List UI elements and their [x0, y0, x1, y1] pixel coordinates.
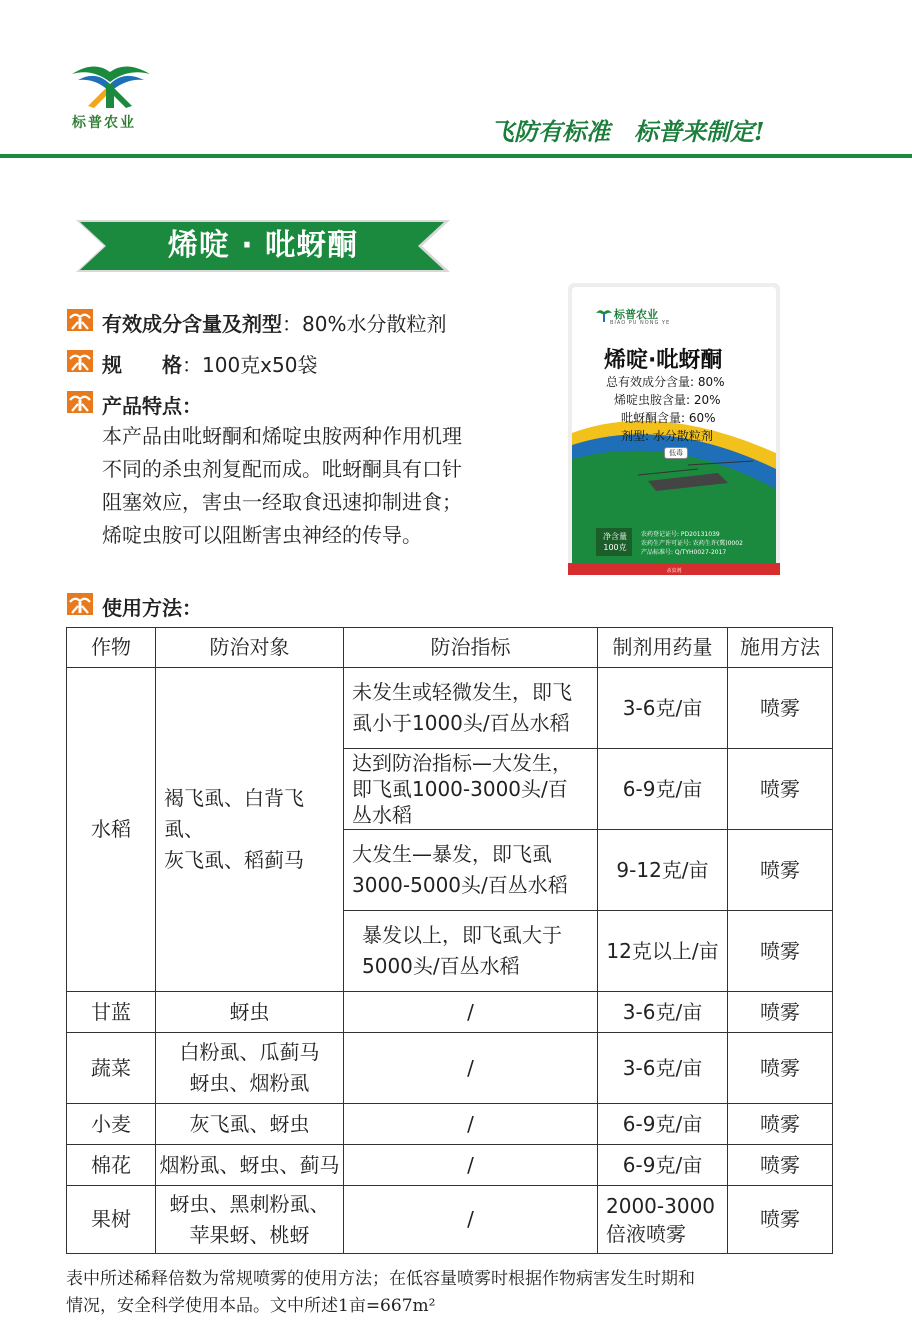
table-row	[67, 1186, 833, 1254]
features-line: 烯啶虫胺可以阻断害虫神经的传导。	[102, 523, 422, 547]
target-cell: 褐飞虱、白背飞虱、 灰飞虱、稻蓟马	[156, 668, 344, 992]
features-line: 本产品由吡蚜酮和烯啶虫胺两种作用机理	[102, 424, 462, 448]
header-index: 防治指标	[344, 628, 598, 668]
bag-toxicity-badge: 低毒	[664, 447, 688, 459]
crop-cell: 棉花	[67, 1145, 156, 1186]
crop-cell: 果树	[67, 1186, 156, 1254]
content-value: ：80%水分散粒剂	[282, 312, 447, 336]
method-cell: 喷雾	[728, 911, 833, 992]
method-cell: 喷雾	[728, 668, 833, 749]
target-cell: 烟粉虱、蚜虫、蓟马	[156, 1145, 344, 1186]
slogan-part-2: 标普来制定!	[634, 117, 765, 146]
bullet-icon	[67, 350, 93, 372]
index-cell: /	[344, 1033, 598, 1104]
bag-net-label: 净含量	[603, 532, 627, 541]
header-dosage: 制剂用药量	[598, 628, 728, 668]
method-cell: 喷雾	[728, 1104, 833, 1145]
crop-cell: 小麦	[67, 1104, 156, 1145]
dosage-cell: 3-6克/亩	[598, 668, 728, 749]
method-cell: 喷雾	[728, 1145, 833, 1186]
bag-spec: 剂型: 水分散粒剂	[621, 429, 713, 443]
index-cell: /	[344, 1145, 598, 1186]
index-cell: /	[344, 1186, 598, 1254]
header-divider	[0, 154, 912, 158]
dosage-cell: 12克以上/亩	[598, 911, 728, 992]
bullet-icon	[67, 309, 93, 331]
footnote	[66, 1266, 846, 1320]
target-cell: 蚜虫	[156, 992, 344, 1033]
bag-spec: 吡蚜酮含量: 60%	[621, 411, 716, 425]
table-row	[67, 1104, 833, 1145]
crop-cell: 水稻	[67, 668, 156, 992]
spec-label: 规 格	[102, 353, 182, 377]
target-cell: 白粉虱、瓜蓟马 蚜虫、烟粉虱	[156, 1033, 344, 1104]
crop-cell: 蔬菜	[67, 1033, 156, 1104]
index-cell: 达到防治指标—大发生， 即飞虱1000-3000头/百 丛水稻	[344, 749, 598, 830]
method-cell: 喷雾	[728, 830, 833, 911]
target-cell: 灰飞虱、蚜虫	[156, 1104, 344, 1145]
index-cell: /	[344, 1104, 598, 1145]
content-line	[102, 308, 446, 337]
slogan	[490, 112, 765, 147]
crop-cell: 甘蓝	[67, 992, 156, 1033]
index-cell: /	[344, 992, 598, 1033]
bag-reg-line: 农药生产许可证号: 农药生许(冀)0002	[641, 540, 743, 547]
header-method: 施用方法	[728, 628, 833, 668]
method-cell: 喷雾	[728, 749, 833, 830]
slogan-part-1: 飞防有标准	[490, 117, 610, 146]
header-crop: 作物	[67, 628, 156, 668]
spec-value: ：100克x50袋	[182, 353, 318, 377]
features-description	[102, 420, 512, 552]
bag-brand: 标普农业	[614, 308, 658, 321]
index-cell: 暴发以上，即飞虱大于 5000头/百丛水稻	[344, 911, 598, 992]
index-cell: 未发生或轻微发生，即飞 虱小于1000头/百丛水稻	[344, 668, 598, 749]
bag-title: 烯啶·吡蚜酮	[604, 348, 723, 373]
product-title: 烯啶 · 吡蚜酮	[167, 228, 359, 263]
target-cell: 蚜虫、黑刺粉虱、 苹果蚜、桃蚜	[156, 1186, 344, 1254]
spec-line	[102, 349, 317, 378]
header-target: 防治对象	[156, 628, 344, 668]
bag-reg-line: 产品标准号: Q/TYH0027-2017	[641, 549, 727, 556]
table-header-row	[67, 628, 833, 668]
dosage-cell: 6-9克/亩	[598, 749, 728, 830]
method-cell: 喷雾	[728, 1033, 833, 1104]
bag-reg-line: 农药登记证号: PD20131039	[641, 531, 720, 538]
usage-table	[66, 627, 833, 1254]
table-row	[67, 1145, 833, 1186]
dosage-cell: 6-9克/亩	[598, 1104, 728, 1145]
bag-net-value: 100克	[603, 543, 627, 552]
bag-footer: 杀虫剂	[666, 568, 682, 574]
table-row	[67, 992, 833, 1033]
content-label: 有效成分含量及剂型	[102, 312, 282, 336]
brand-logo-icon	[70, 58, 152, 110]
footnote-line: 表中所述稀释倍数为常规喷雾的使用方法；在低容量喷雾时根据作物病害发生时期和	[66, 1269, 695, 1289]
dosage-cell: 3-6克/亩	[598, 1033, 728, 1104]
bag-spec: 烯啶虫胺含量: 20%	[614, 393, 721, 407]
features-line: 不同的杀虫剂复配而成。吡蚜酮具有口针	[102, 457, 462, 481]
table-row	[67, 668, 833, 749]
method-cell: 喷雾	[728, 1186, 833, 1254]
bullet-icon	[67, 593, 93, 615]
bag-brand-en: BIAO PU NONG YE	[610, 320, 671, 326]
dosage-cell: 6-9克/亩	[598, 1145, 728, 1186]
index-cell: 大发生—暴发，即飞虱 3000-5000头/百丛水稻	[344, 830, 598, 911]
features-label: 产品特点：	[102, 394, 202, 418]
method-cell: 喷雾	[728, 992, 833, 1033]
dosage-cell: 9-12克/亩	[598, 830, 728, 911]
usage-label: 使用方法：	[102, 596, 202, 620]
brand-name: 标普农业	[72, 115, 136, 131]
table-row	[67, 1033, 833, 1104]
bullet-icon	[67, 391, 93, 413]
dosage-cell: 2000-3000 倍液喷雾	[598, 1186, 728, 1254]
footnote-line: 情况，安全科学使用本品。文中所述1亩=667m²	[66, 1296, 436, 1316]
features-line: 阻塞效应，害虫一经取食迅速抑制进食；	[102, 490, 462, 514]
bag-net-content	[598, 531, 632, 553]
dosage-cell: 3-6克/亩	[598, 992, 728, 1033]
bag-spec: 总有效成分含量: 80%	[606, 375, 725, 389]
